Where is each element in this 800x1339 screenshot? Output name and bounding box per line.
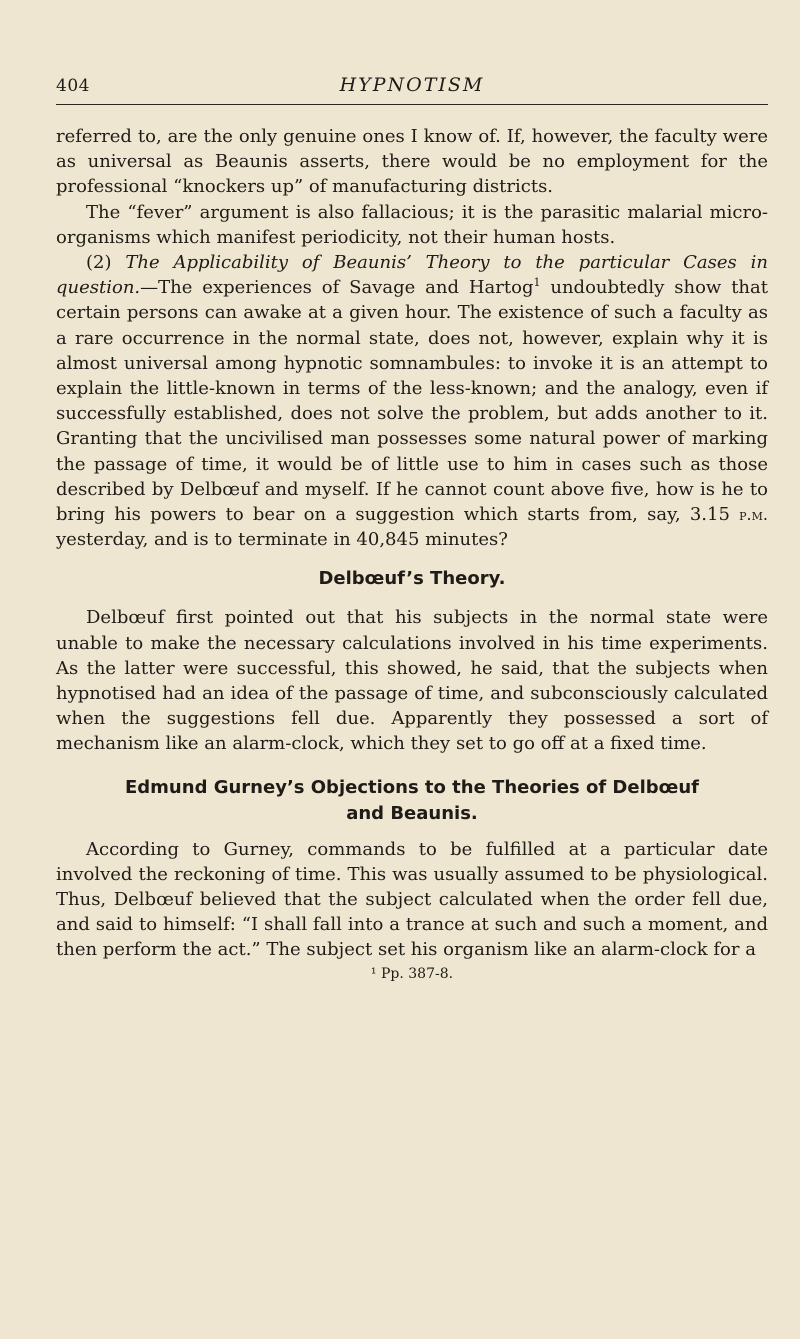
footnote: ¹ Pp. 387-8. xyxy=(370,965,454,982)
body-text xyxy=(56,124,768,984)
paragraph-text: undoubtedly show that certain persons can awake at a given hour. The existence of such a faculty as a rare occurrence in the normal state, does not, however, explain why it is almost universal among hypnotic somnambules: to invoke it is an attempt to explain the little-known in terms of the less-known; and the analogy, even if successfully established, does not solve the problem, but adds another to it. Granting that the uncivilised man possesses some natural power of marking the passage of time, it would be of little use to him in cases such as those described by Delbœuf and myself. If he cannot count above five, how is he to bring his powers to bear on a suggestion which starts from, say, 3.15 xyxy=(56,277,768,526)
section-heading-delboeuf: Delbœuf’s Theory. xyxy=(318,568,506,590)
paragraph-applicability xyxy=(56,250,768,552)
paragraph-delboeuf: Delbœuf first pointed out that his subjects in the normal state were unable to make the necessary calculations involved in his time experiments. As the latter were successful, this showed, he said, that the subjects when hypnotised had an idea of the passage of time, and subconsciously calculated when the suggestions fell due. Apparently they possessed a sort of mechanism like an alarm-clock, which they set to go off at a fixed time. xyxy=(56,607,768,755)
footnote-reference: 1 xyxy=(533,276,541,290)
page-number: 404 xyxy=(56,76,90,96)
paragraph-text: —The experiences of Savage and Hartog xyxy=(140,277,534,299)
running-head xyxy=(56,74,768,105)
time-abbreviation: p.m. xyxy=(739,505,768,525)
paragraph-continued: referred to, are the only genuine ones I know of. If, however, the faculty were as universal as Beaunis asserts, there would be no employment for the professional “knockers up” of manufacturing districts. xyxy=(56,126,768,198)
section-heading-gurney xyxy=(56,775,768,827)
paragraph-title: The Applicability of Beaunis’ Theory to the particular Cases in question. xyxy=(56,252,768,299)
paragraph-number: (2) xyxy=(86,252,126,274)
paragraph-text: yesterday, and is to terminate in 40,845 minutes? xyxy=(56,529,508,551)
running-title: HYPNOTISM xyxy=(339,74,485,96)
paragraph-gurney: According to Gurney, commands to be fulfilled at a particular date involved the reckoning of time. This was usually assumed to be physiological. Thus, Delbœuf believed that the subject calculated when the order fell due, and said to himself: “I shall fall into a trance at such and such a moment, and then perform the act.” The subject set his organism like an alarm-clock for a xyxy=(56,838,768,961)
section-heading-line: Edmund Gurney’s Objections to the Theories of Delbœuf xyxy=(125,776,699,798)
paragraph-fever: The “fever” argument is also fallacious; it is the parasitic malarial micro-organisms which manifest periodicity, not their human hosts. xyxy=(56,201,768,248)
section-heading-line: and Beaunis. xyxy=(346,802,478,824)
